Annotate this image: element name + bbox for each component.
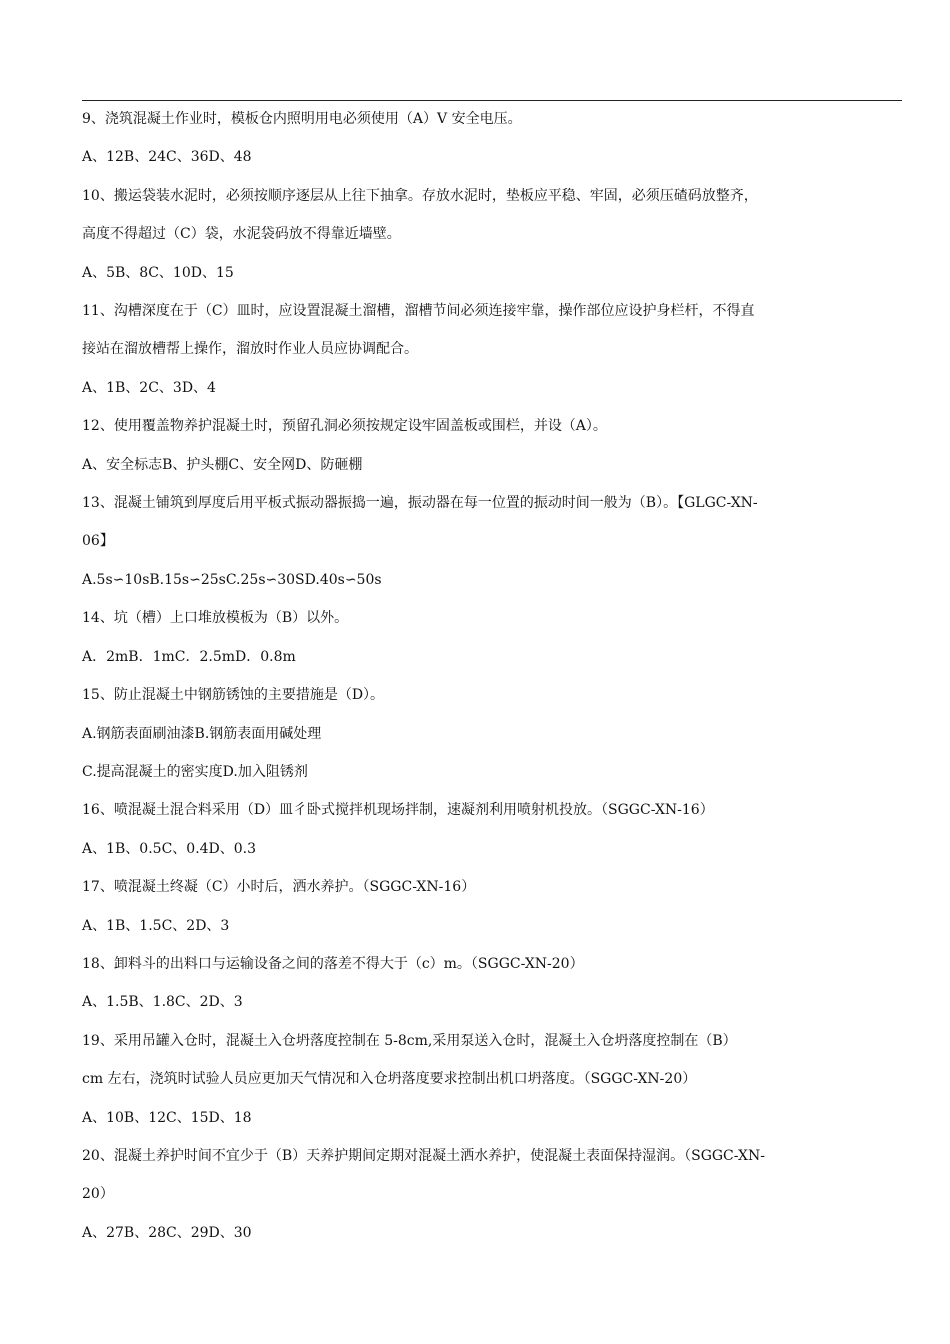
question-text-line: 9、浇筑混凝土作业时，模板仓内照明用电必须使用（A）V 安全电压。 xyxy=(82,111,522,127)
question-list xyxy=(82,100,897,1252)
question-text-line: 20） xyxy=(82,1186,114,1203)
question-block xyxy=(82,868,897,945)
question-block xyxy=(82,484,897,599)
question-block xyxy=(82,407,897,484)
question-text-line: 18、卸料斗的出料口与运输设备之间的落差不得大于（c）m。（SGGC-XN-20） xyxy=(82,955,584,972)
answer-options: A、1B、2C、3D、4 xyxy=(82,379,216,396)
answer-options: A.钢筋表面刷油漆B.钢筋表面用碱处理 xyxy=(82,725,322,742)
question-block xyxy=(82,177,897,292)
question-text-line: 06】 xyxy=(82,533,114,550)
question-text-line: 16、喷混凝土混合料采用（D）皿彳卧式搅拌机现场拌制，速凝剂利用喷射机投放。（SGGC-XN-16） xyxy=(82,802,714,819)
answer-options: A、1B、0.5C、0.4D、0.3 xyxy=(82,840,257,857)
question-text-line: 19、采用吊罐入仓时，混凝土入仓坍落度控制在 5-8cm,采用泵送入仓时，混凝土入仓坍落度控制在（B） xyxy=(82,1032,737,1049)
question-text-line: 17、喷混凝土终凝（C）小时后，洒水养护。（SGGC-XN-16） xyxy=(82,879,476,896)
question-text-line: 11、沟槽深度在于（C）皿时，应设置混凝土溜槽，溜槽节间必须连接牢靠，操作部位应设护身栏杆，不得直 xyxy=(82,303,755,320)
question-text-line: cm 左右，浇筑时试验人员应更加天气情况和入仓坍落度要求控制出机口坍落度。（SGGC-XN-20） xyxy=(82,1071,697,1088)
answer-options: A．2mB．1mC．2.5mD．0.8m xyxy=(82,648,296,665)
question-block xyxy=(82,1137,897,1252)
answer-options: A、12B、24C、36D、48 xyxy=(82,149,252,166)
question-block xyxy=(82,676,897,791)
question-block xyxy=(82,100,897,177)
answer-options: A、1.5B、1.8C、2D、3 xyxy=(82,994,243,1011)
question-text-line: 14、坑（槽）上口堆放模板为（B）以外。 xyxy=(82,610,349,627)
answer-options: A、1B、1.5C、2D、3 xyxy=(82,917,230,934)
answer-options: A、安全标志B、护头棚C、安全网D、防砸棚 xyxy=(82,456,363,473)
question-text-line: 12、使用覆盖物养护混凝土时，预留孔洞必须按规定设牢固盖板或围栏，并设（A）。 xyxy=(82,418,607,435)
question-text-line: 15、防止混凝土中钢筋锈蚀的主要措施是（D）。 xyxy=(82,687,385,704)
answer-options: C.提高混凝土的密实度D.加入阻锈剂 xyxy=(82,763,308,780)
question-block xyxy=(82,599,897,676)
answer-options: A、27B、28C、29D、30 xyxy=(82,1224,252,1241)
question-block xyxy=(82,945,897,1022)
question-block xyxy=(82,1022,897,1137)
question-block xyxy=(82,292,897,407)
question-text-line: 10、搬运袋装水泥时，必须按顺序逐层从上往下抽拿。存放水泥时，垫板应平稳、牢固，必须压碴码放整齐， xyxy=(82,187,758,204)
answer-options: A、5B、8C、10D、15 xyxy=(82,264,234,281)
question-block xyxy=(82,791,897,868)
question-text-line: 13、混凝土铺筑到厚度后用平板式振动器振捣一遍，振动器在每一位置的振动时间一般为（B）。【GLGC-XN- xyxy=(82,495,758,512)
question-text-line: 接站在溜放槽帮上操作，溜放时作业人员应协调配合。 xyxy=(82,341,418,358)
question-text-line: 高度不得超过（C）袋，水泥袋码放不得靠近墙壁。 xyxy=(82,226,401,243)
answer-options: A、10B、12C、15D、18 xyxy=(82,1109,252,1126)
answer-options: A.5s∽10sB.15s∽25sC.25s∽30SD.40s∽50s xyxy=(82,571,382,588)
question-text-line: 20、混凝土养护时间不宜少于（B）天养护期间定期对混凝土洒水养护，使混凝土表面保持湿润。（SGGC-XN- xyxy=(82,1147,765,1164)
